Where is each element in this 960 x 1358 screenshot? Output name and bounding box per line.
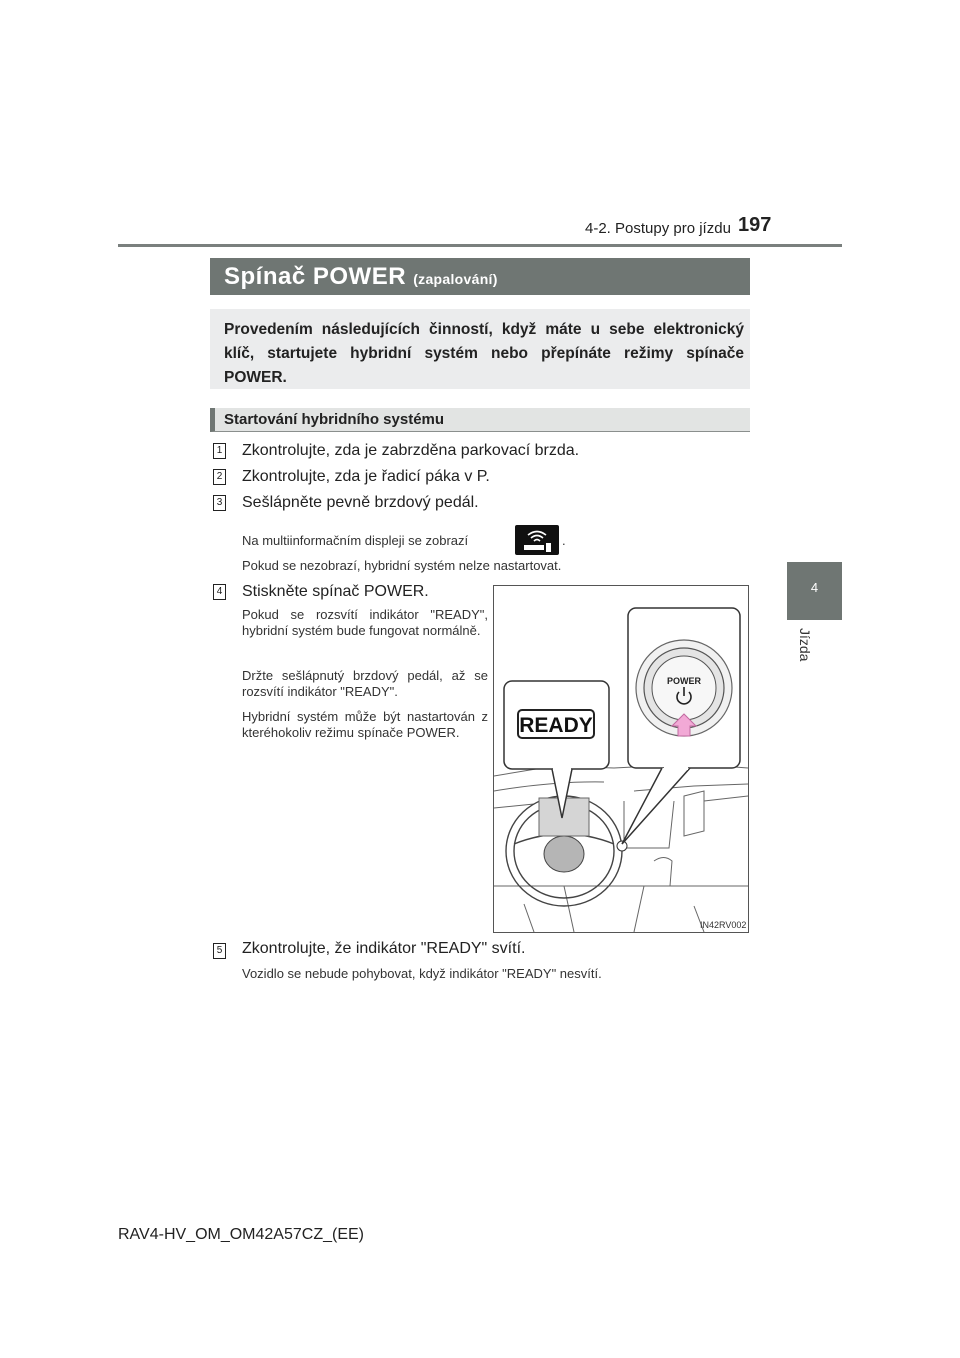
header-divider [118,244,842,247]
step-text: Sešlápněte pevně brzdový pedál. [242,494,479,511]
step-number: 5 [213,943,226,959]
dashboard-figure [493,585,749,933]
step-text: Zkontrolujte, zda je zabrzděna parkovací brzda. [242,442,580,459]
step-number: 3 [213,495,226,511]
key-brake-indicator-icon [515,525,559,555]
section-heading: 4-2. Postupy pro jízdu [585,220,731,237]
step-note: Držte sešlápnutý brzdový pedál, až se rozsvítí indikátor "READY". [242,668,488,699]
ready-indicator-label: READY [519,714,593,737]
step-text: Stiskněte spínač POWER. [242,583,429,600]
subheading: Startování hybridního systému [224,411,445,428]
step-note: Pokud se nezobrazí, hybridní systém nelze nastartovat. [242,558,562,573]
title-suffix: (zapalování) [413,271,498,287]
chapter-tab: 4 [787,562,842,620]
step-note: Pokud se rozsvítí indikátor "READY", hybridní systém bude fungovat normálně. [242,607,488,638]
step-note: Hybridní systém může být nastartován z kteréhokoliv režimu spínače POWER. [242,709,488,740]
step-note: Na multiinformačním displeji se zobrazí [242,533,469,548]
power-button-label: POWER [666,676,702,686]
step-note-end: . [562,533,566,548]
step-number: 4 [213,584,226,600]
step-text: Zkontrolujte, že indikátor "READY" svítí. [242,940,526,957]
page-title [224,263,498,291]
page-number: 197 [738,214,772,236]
step-number: 1 [213,443,226,459]
document-code: RAV4-HV_OM_OM42A57CZ_(EE) [118,1226,364,1243]
title-main: Spínač POWER [224,263,407,290]
chapter-label: Jízda [797,628,813,662]
step-note: Vozidlo se nebude pohybovat, když indikátor "READY" nesvítí. [242,966,602,981]
intro-text: Provedením následujících činností, když máte u sebe elektronický klíč, startujete hybridní systém nebo přepínáte režimy spínače POWER. [224,321,744,386]
step-number: 2 [213,469,226,485]
step-text: Zkontrolujte, zda je řadicí páka v P. [242,468,490,485]
figure-code: IN42RV002 [700,920,747,930]
